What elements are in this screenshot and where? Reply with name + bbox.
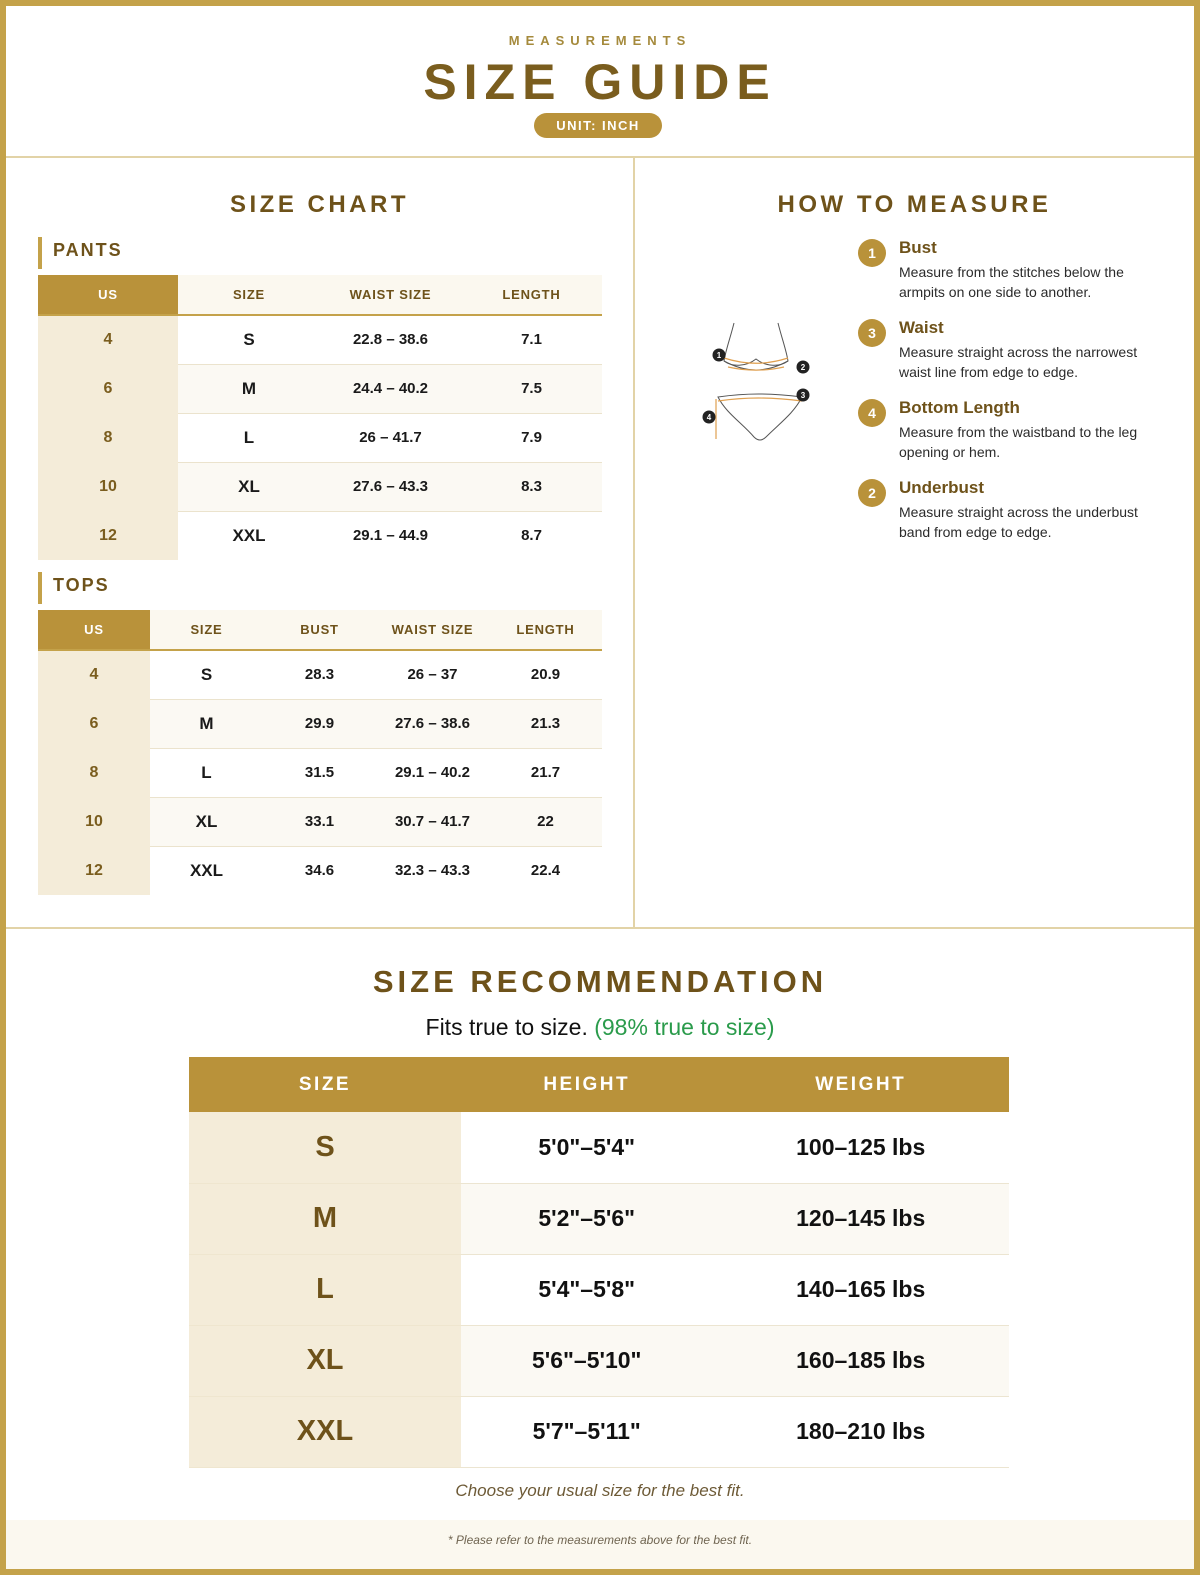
marker-3 [797,389,810,402]
table-row [189,1396,1009,1467]
marker-2-label: 2 [800,363,806,372]
size-cell: L [150,748,263,797]
waist-line [718,398,802,401]
length-cell: 7.1 [461,315,602,364]
bust-cell: 33.1 [263,797,376,846]
column-header-length: LENGTH [461,275,602,315]
column-header-length: LENGTH [489,610,602,650]
size-recommendation-title: SIZE RECOMMENDATION [372,964,828,999]
us-size-cell: 6 [38,364,178,413]
page-header [6,6,1194,158]
table-row [189,1112,1009,1183]
us-size-cell: 10 [38,462,178,511]
bust-cell: 28.3 [263,650,376,699]
length-cell: 8.3 [461,462,602,511]
tops-table-header [38,610,602,650]
height-cell: 5'7"–5'11" [461,1396,712,1467]
size-cell: XL [178,462,320,511]
us-size-cell: 10 [38,797,150,846]
column-header-weight: WEIGHT [712,1057,1009,1112]
table-row [38,699,602,748]
table-row [38,797,602,846]
column-header-waist: WAIST SIZE [376,610,489,650]
table-row [189,1183,1009,1254]
step-title: Bottom Length [899,398,1020,417]
size-cell: XXL [232,525,266,545]
us-size-cell: 6 [38,699,150,748]
measure-steps [858,238,1158,558]
length-cell: 21.7 [489,748,602,797]
recommendation-table [189,1057,1009,1468]
length-cell: 7.5 [461,364,602,413]
size-cell: XXL [189,860,224,880]
page-title: SIZE GUIDE [423,54,777,110]
table-row [38,462,602,511]
size-cell: S [189,1112,461,1183]
waist-cell: 26 – 41.7 [320,413,461,462]
weight-cell: 120–145 lbs [712,1183,1009,1254]
step-number: 1 [858,239,886,267]
size-cell: XL [189,1325,461,1396]
us-size-cell: 4 [38,650,150,699]
us-size-cell: 4 [38,315,178,364]
marker-2 [797,361,810,374]
us-size-cell: 8 [38,413,178,462]
length-cell: 22 [489,797,602,846]
step-number: 4 [858,399,886,427]
table-row [38,511,602,560]
length-cell: 21.3 [489,699,602,748]
tops-table [38,610,602,895]
table-row [38,846,602,895]
length-cell: 20.9 [489,650,602,699]
weight-cell: 140–165 lbs [712,1254,1009,1325]
us-size-cell: 12 [38,511,178,560]
recommendation-table-header [189,1057,1009,1112]
column-header-size: SIZE [189,1057,461,1112]
waist-cell: 29.1 – 44.9 [352,527,429,545]
size-cell: M [189,1183,461,1254]
height-cell: 5'6"–5'10" [461,1325,712,1396]
step-number: 3 [858,319,886,347]
table-row [189,1254,1009,1325]
marker-4 [703,411,716,424]
column-header-bust: BUST [263,610,376,650]
waist-cell: 27.6 – 43.3 [320,462,461,511]
column-divider [633,158,635,927]
how-to-measure-title: HOW TO MEASURE [777,191,1052,218]
step-underbust [858,478,1158,558]
fit-summary [6,1014,1194,1041]
bust-cell: 34.6 [304,862,335,880]
fit-text: Fits true to size. [425,1014,588,1040]
waist-cell: 32.3 – 43.3 [394,862,471,880]
swimsuit-diagram [696,321,816,451]
table-row [38,748,602,797]
waist-cell: 30.7 – 41.7 [376,797,489,846]
weight-cell: 160–185 lbs [712,1325,1009,1396]
marker-1 [713,349,726,362]
step-description: Measure from the waistband to the leg opening or hem. [899,424,1138,460]
size-cell: L [178,413,320,462]
header-eyebrow: MEASUREMENTS [508,33,692,48]
length-cell: 8.7 [521,527,542,545]
step-title: Waist [899,318,944,337]
size-cell: XL [150,797,263,846]
height-cell: 5'4"–5'8" [461,1254,712,1325]
table-row [38,413,602,462]
table-row [189,1325,1009,1396]
size-cell: XXL [189,1396,461,1467]
waist-cell: 29.1 – 40.2 [376,748,489,797]
step-description: Measure straight across the underbust band from edge to edge. [899,504,1138,540]
us-size-cell: 12 [38,846,150,895]
marker-4-label: 4 [706,413,712,422]
table-row [38,364,602,413]
us-size-cell: 8 [38,748,150,797]
step-description: Measure from the stitches below the armpits on one side to another. [899,264,1124,300]
step-title: Bust [899,238,937,257]
waist-cell: 26 – 37 [376,650,489,699]
bust-cell: 31.5 [263,748,376,797]
waist-cell: 22.8 – 38.6 [320,315,461,364]
marker-1-label: 1 [716,351,722,360]
size-cell: M [178,364,320,413]
size-cell: M [150,699,263,748]
size-cell: L [189,1254,461,1325]
size-cell: S [150,650,263,699]
column-header-us: US [38,275,178,315]
underbust-line [728,367,784,370]
pants-subtitle: PANTS [38,237,123,269]
length-cell: 22.4 [530,862,561,880]
charts-section [6,158,1194,929]
tops-subtitle: TOPS [38,572,110,604]
table-row [38,315,602,364]
column-header-us: US [38,610,150,650]
step-description: Measure straight across the narrowest waist line from edge to edge. [899,344,1138,380]
footer-note: * Please refer to the measurements above for the best fit. [6,1520,1194,1569]
table-row [38,650,602,699]
fit-percent: (98% true to size) [594,1014,775,1040]
pants-table [38,275,602,560]
size-chart-title: SIZE CHART [230,191,409,218]
recommendation-note: Choose your usual size for the best fit. [455,1481,745,1500]
marker-3-label: 3 [800,391,806,400]
step-waist [858,318,1158,398]
column-header-size: SIZE [150,610,263,650]
bikini-bottom-outline [718,394,802,440]
weight-cell: 180–210 lbs [712,1396,1009,1467]
step-title: Underbust [899,478,984,497]
weight-cell: 100–125 lbs [712,1112,1009,1183]
pants-table-header [38,275,602,315]
length-cell: 7.9 [461,413,602,462]
unit-badge: UNIT: INCH [534,113,662,138]
height-cell: 5'0"–5'4" [461,1112,712,1183]
waist-cell: 27.6 – 38.6 [376,699,489,748]
size-cell: S [178,315,320,364]
column-header-size: SIZE [178,275,320,315]
column-header-height: HEIGHT [461,1057,712,1112]
step-bottom-length [858,398,1158,478]
height-cell: 5'2"–5'6" [461,1183,712,1254]
waist-cell: 24.4 – 40.2 [320,364,461,413]
step-bust [858,238,1158,318]
bust-cell: 29.9 [263,699,376,748]
column-header-waist: WAIST SIZE [320,275,461,315]
step-number: 2 [858,479,886,507]
bikini-top-outline [724,323,788,365]
